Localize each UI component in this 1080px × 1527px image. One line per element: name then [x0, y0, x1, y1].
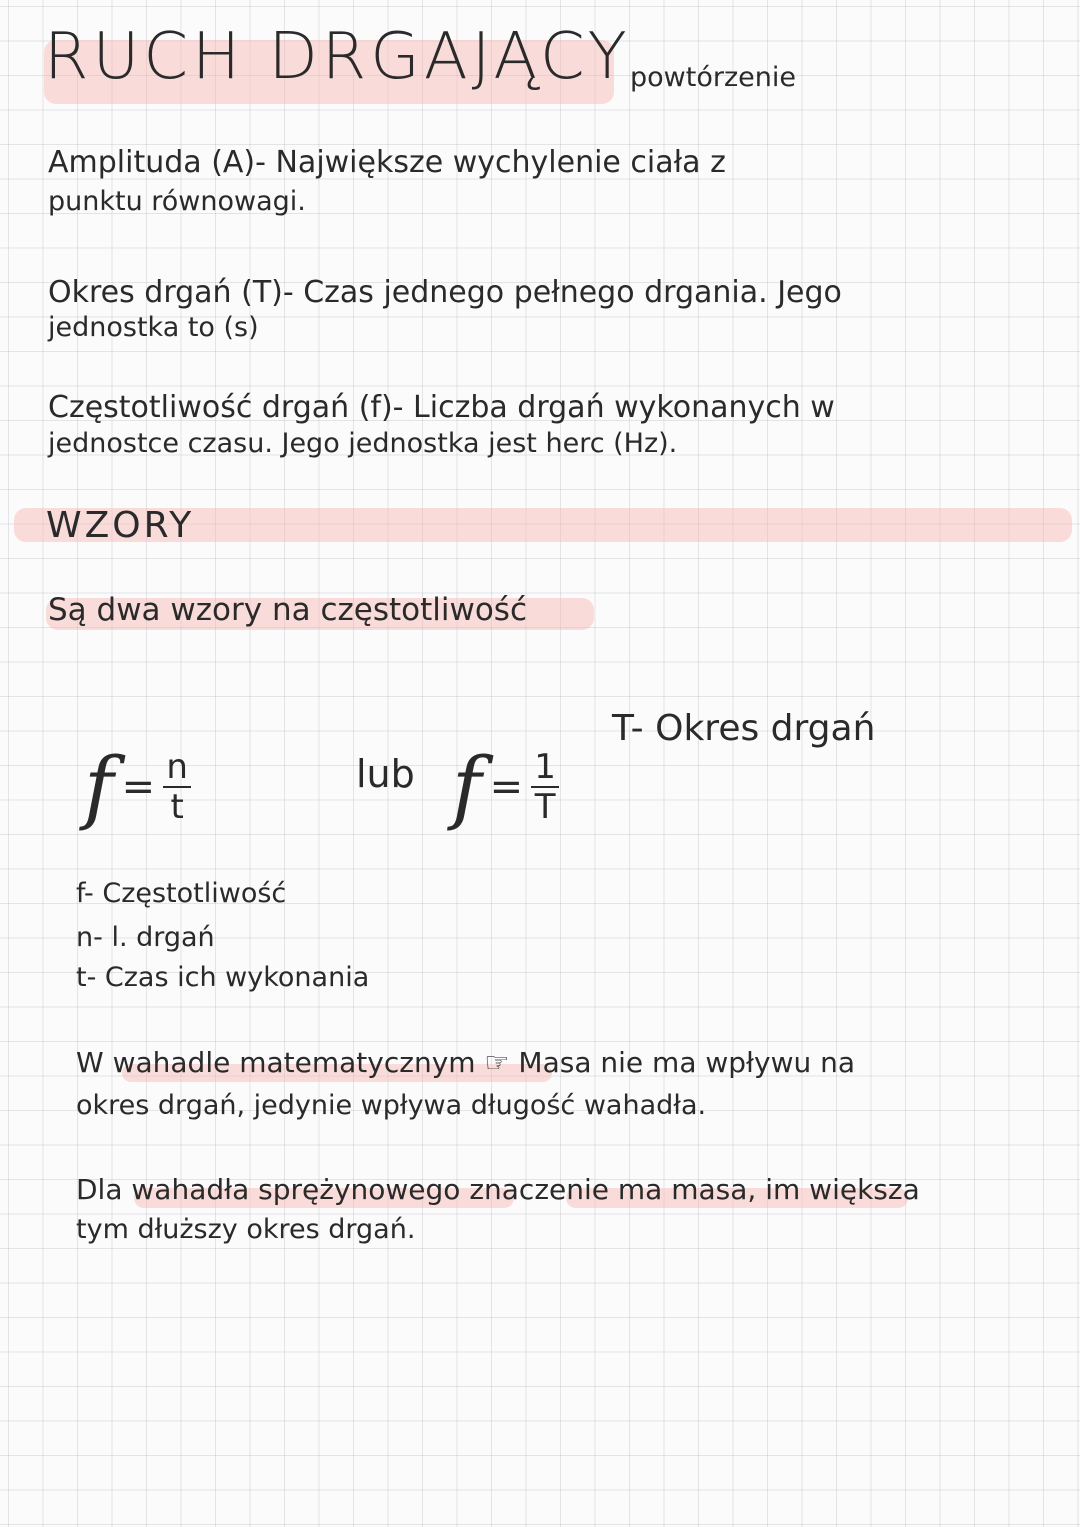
formula2-denominator: T: [534, 786, 556, 827]
intro-text: Są dwa wzory na częstotliwość: [48, 592, 528, 628]
definition-amplitude-line1: Amplituda (A)- Największe wychylenie ciała z: [48, 145, 726, 180]
formula2-equals: =: [489, 763, 524, 810]
section-heading: WZORY: [46, 505, 195, 546]
formula2-lhs: f: [452, 740, 482, 833]
formula-frequency-count: [84, 740, 191, 833]
formula1-lhs: f: [84, 740, 114, 833]
definition-period-line1: Okres drgań (T)- Czas jednego pełnego drgania. Jego: [48, 275, 842, 310]
formula2-fraction: [531, 746, 559, 827]
formula-frequency-period: [452, 740, 559, 833]
legend-item-n: n- l. drgań: [76, 922, 215, 953]
page-title: RUCH DRGAJĄCY: [44, 20, 631, 94]
page-subtitle: powtórzenie: [630, 62, 796, 93]
formula2-note: T- Okres drgań: [612, 708, 876, 749]
legend-item-f: f- Częstotliwość: [76, 878, 287, 909]
legend-item-t: t- Czas ich wykonania: [76, 962, 370, 993]
pendulum-spring-line2: tym dłuższy okres drgań.: [76, 1214, 416, 1245]
pendulum-spring-line1: Dla wahadła sprężynowego znaczenie ma masa, im większa: [76, 1173, 920, 1206]
formula1-fraction: [163, 746, 191, 827]
definition-amplitude-line2: punktu równowagi.: [48, 186, 306, 217]
formula2-numerator: 1: [534, 746, 556, 787]
formula1-numerator: n: [166, 746, 188, 787]
definition-frequency-line2: jednostce czasu. Jego jednostka jest herc (Hz).: [48, 428, 678, 459]
definition-frequency-line1: Częstotliwość drgań (f)- Liczba drgań wykonanych w: [48, 390, 835, 425]
formula-or: lub: [356, 752, 415, 796]
pendulum-math-line2: okres drgań, jedynie wpływa długość wahadła.: [76, 1090, 707, 1121]
formula1-denominator: t: [170, 786, 184, 827]
formula1-equals: =: [121, 763, 156, 810]
definition-period-line2: jednostka to (s): [48, 312, 259, 343]
pendulum-math-line1: W wahadle matematycznym ☞ Masa nie ma wpływu na: [76, 1046, 856, 1079]
